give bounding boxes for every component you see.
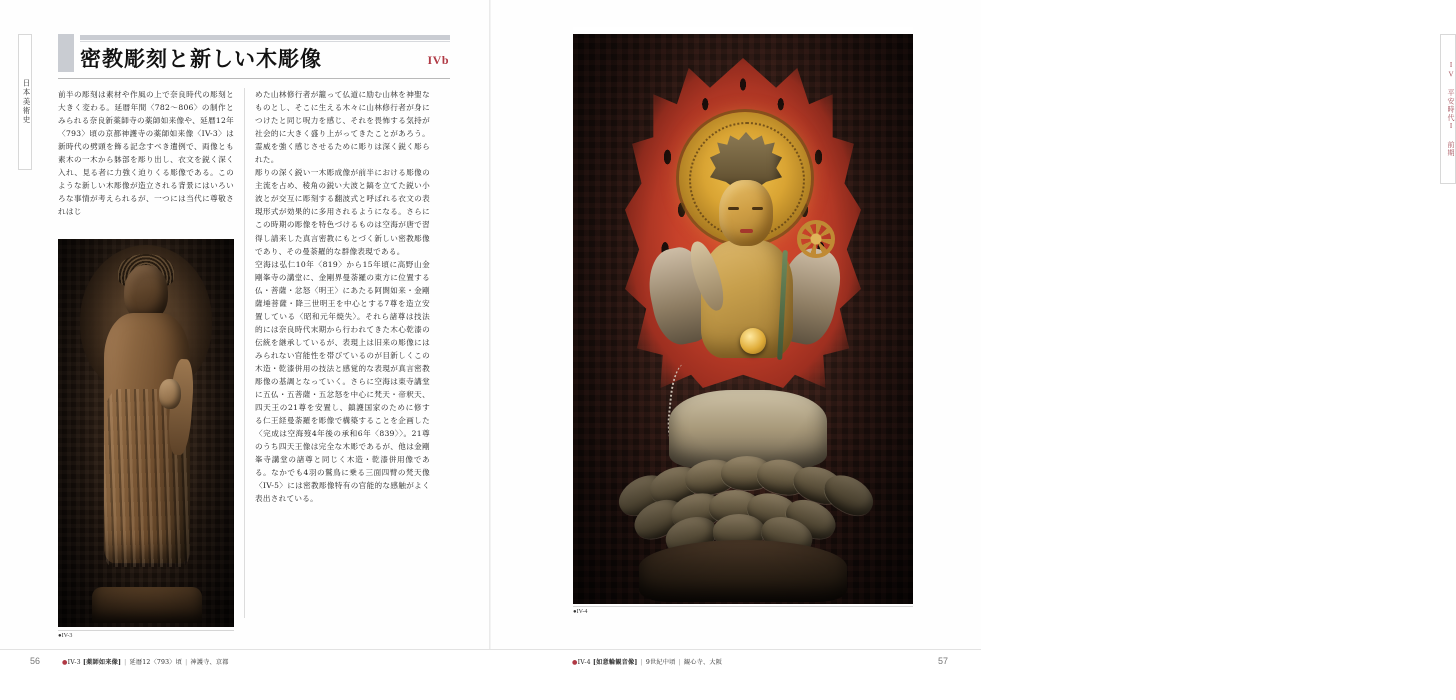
caption-date: 9世紀中頃 xyxy=(645,659,676,666)
edge-tab-chapter-title xyxy=(1440,34,1456,184)
photo-vignette xyxy=(58,239,234,627)
figure-seated-kannon xyxy=(573,34,913,604)
caption-figure-number: IV-3 xyxy=(67,659,81,666)
body-paragraph: 彫りの深く鋭い一木彫成像が前半における彫像の主流を占め、稜角の鋭い大波と鎬を立てた鋭い小波とが交互に彫刻する翻波式と呼ばれる衣文の表現形式が効果的に多用されるようになる。さらにこの時期の彫像を特色づけるものは空海が唐で習得し請来した真言密教にもとづく新しい密教彫像であり、その曼荼羅的な群像表現である。 xyxy=(255,168,430,256)
body-paragraph: 空海は弘仁10年〈819〉から15年頃に高野山金剛峯寺の講堂に、金剛界曼荼羅の東方に位置する仏・菩薩・忿怒〈明王〉にあたる阿閦如来・金剛薩埵菩薩・降三世明王を中心とする7尊を造立安置している〈昭和元年焼失〉。それら諸尊は技法的には奈良時代末期から行われてきた木心乾漆の伝統を継承しているが、表現上は旧来の彫像にはみられない官能性を帯びているのが目新しくこの木造・乾漆併用の技法と感覚的な表現が真言密教彫像の基調となっていく。さらに空海は東寺講堂に五仏・五菩薩・五忿怒を中心に梵天・帝釈天、四天王の21尊を安置し、鎮護国家のために修する仁王経曼荼羅を彫像で構築することを企画した〈完成は空海歿4年後の承和6年〈839〉〉。21尊のうち四天王像は完全な木彫であるが、他は金剛峯寺講堂の諸尊と同じく木造・乾漆併用像である。なかでも4羽の鷲鳥に乗る三面四臂の梵天像〈IV-5〉には密教彫像特有の官能的な感触がよく表出されている。 xyxy=(255,259,430,504)
page-left xyxy=(0,0,490,700)
folio-number-left: 56 xyxy=(30,656,41,666)
folio-number-right: 57 xyxy=(938,656,949,666)
caption-separator: | xyxy=(185,659,188,666)
chapter-marker: IVb xyxy=(427,53,449,67)
caption-title: [薬師如来像] xyxy=(82,659,122,666)
figure-standing-buddha xyxy=(58,239,234,627)
caption-location: 神護寺、京都 xyxy=(190,659,229,666)
page-footer xyxy=(0,649,981,700)
page-title: 密教彫刻と新しい木彫像 xyxy=(80,46,322,71)
caption-separator: | xyxy=(678,659,681,666)
headline-rule-thin xyxy=(80,41,450,42)
headline-color-block xyxy=(58,34,74,72)
caption-figure-number: IV-4 xyxy=(577,659,591,666)
bullet-icon: ● xyxy=(62,659,68,666)
bullet-icon: ● xyxy=(572,659,578,666)
figure-label-left: ●IV-3 xyxy=(58,630,234,639)
left-page-content xyxy=(58,34,450,639)
caption-title: [如意輪観音像] xyxy=(592,659,638,666)
caption-right xyxy=(572,657,722,666)
caption-location: 観心寺、大阪 xyxy=(683,659,723,666)
text-column-2 xyxy=(244,88,430,618)
body-paragraph: めた山林修行者が籠って仏道に励む山林を神聖なものとし、そこに生える木々に山林修行者が身につけたと同じ呪力を感じ、それを畏怖する気持が社会的に大きく盛り上がってきたことがあろう。霊威を強く感じさせるために彫りは深く鋭く彫られた。 xyxy=(255,90,430,165)
caption-separator: | xyxy=(640,659,643,666)
edge-tab-chapter-label: IV 平安時代I 前期 xyxy=(1447,60,1455,158)
caption-left xyxy=(62,657,229,666)
caption-date: 延暦12〈793〉頃 xyxy=(129,659,183,666)
caption-separator: | xyxy=(124,659,127,666)
body-paragraph: 前半の彫刻は素材や作風の上で奈良時代の彫刻と大きく変わる。延暦年間〈782〜806〉の制作とみられる奈良新薬師寺の薬師如来像や、延暦12年〈793〉頃の京都神護寺の薬師如来像〈IV-3〉は新時代の劈頭を飾る記念すべき遺例で、両像とも素木の一木から躰部を彫り出し、衣文を鋭く深く入れ、見る者に力強く迫りくる彫像である。このような新しい木彫像が造立される背景にはいろいろな事情が考えられるが、一つには当代に尊敬されはじ xyxy=(58,90,234,217)
figure-label-right: ●IV-4 xyxy=(573,606,913,615)
photo-vignette xyxy=(573,34,913,604)
right-page-top-rule xyxy=(573,27,913,31)
section-headline xyxy=(58,34,450,79)
headline-rule-thick xyxy=(80,35,450,40)
edge-tab-series-title: 日本美術史 xyxy=(18,34,32,170)
